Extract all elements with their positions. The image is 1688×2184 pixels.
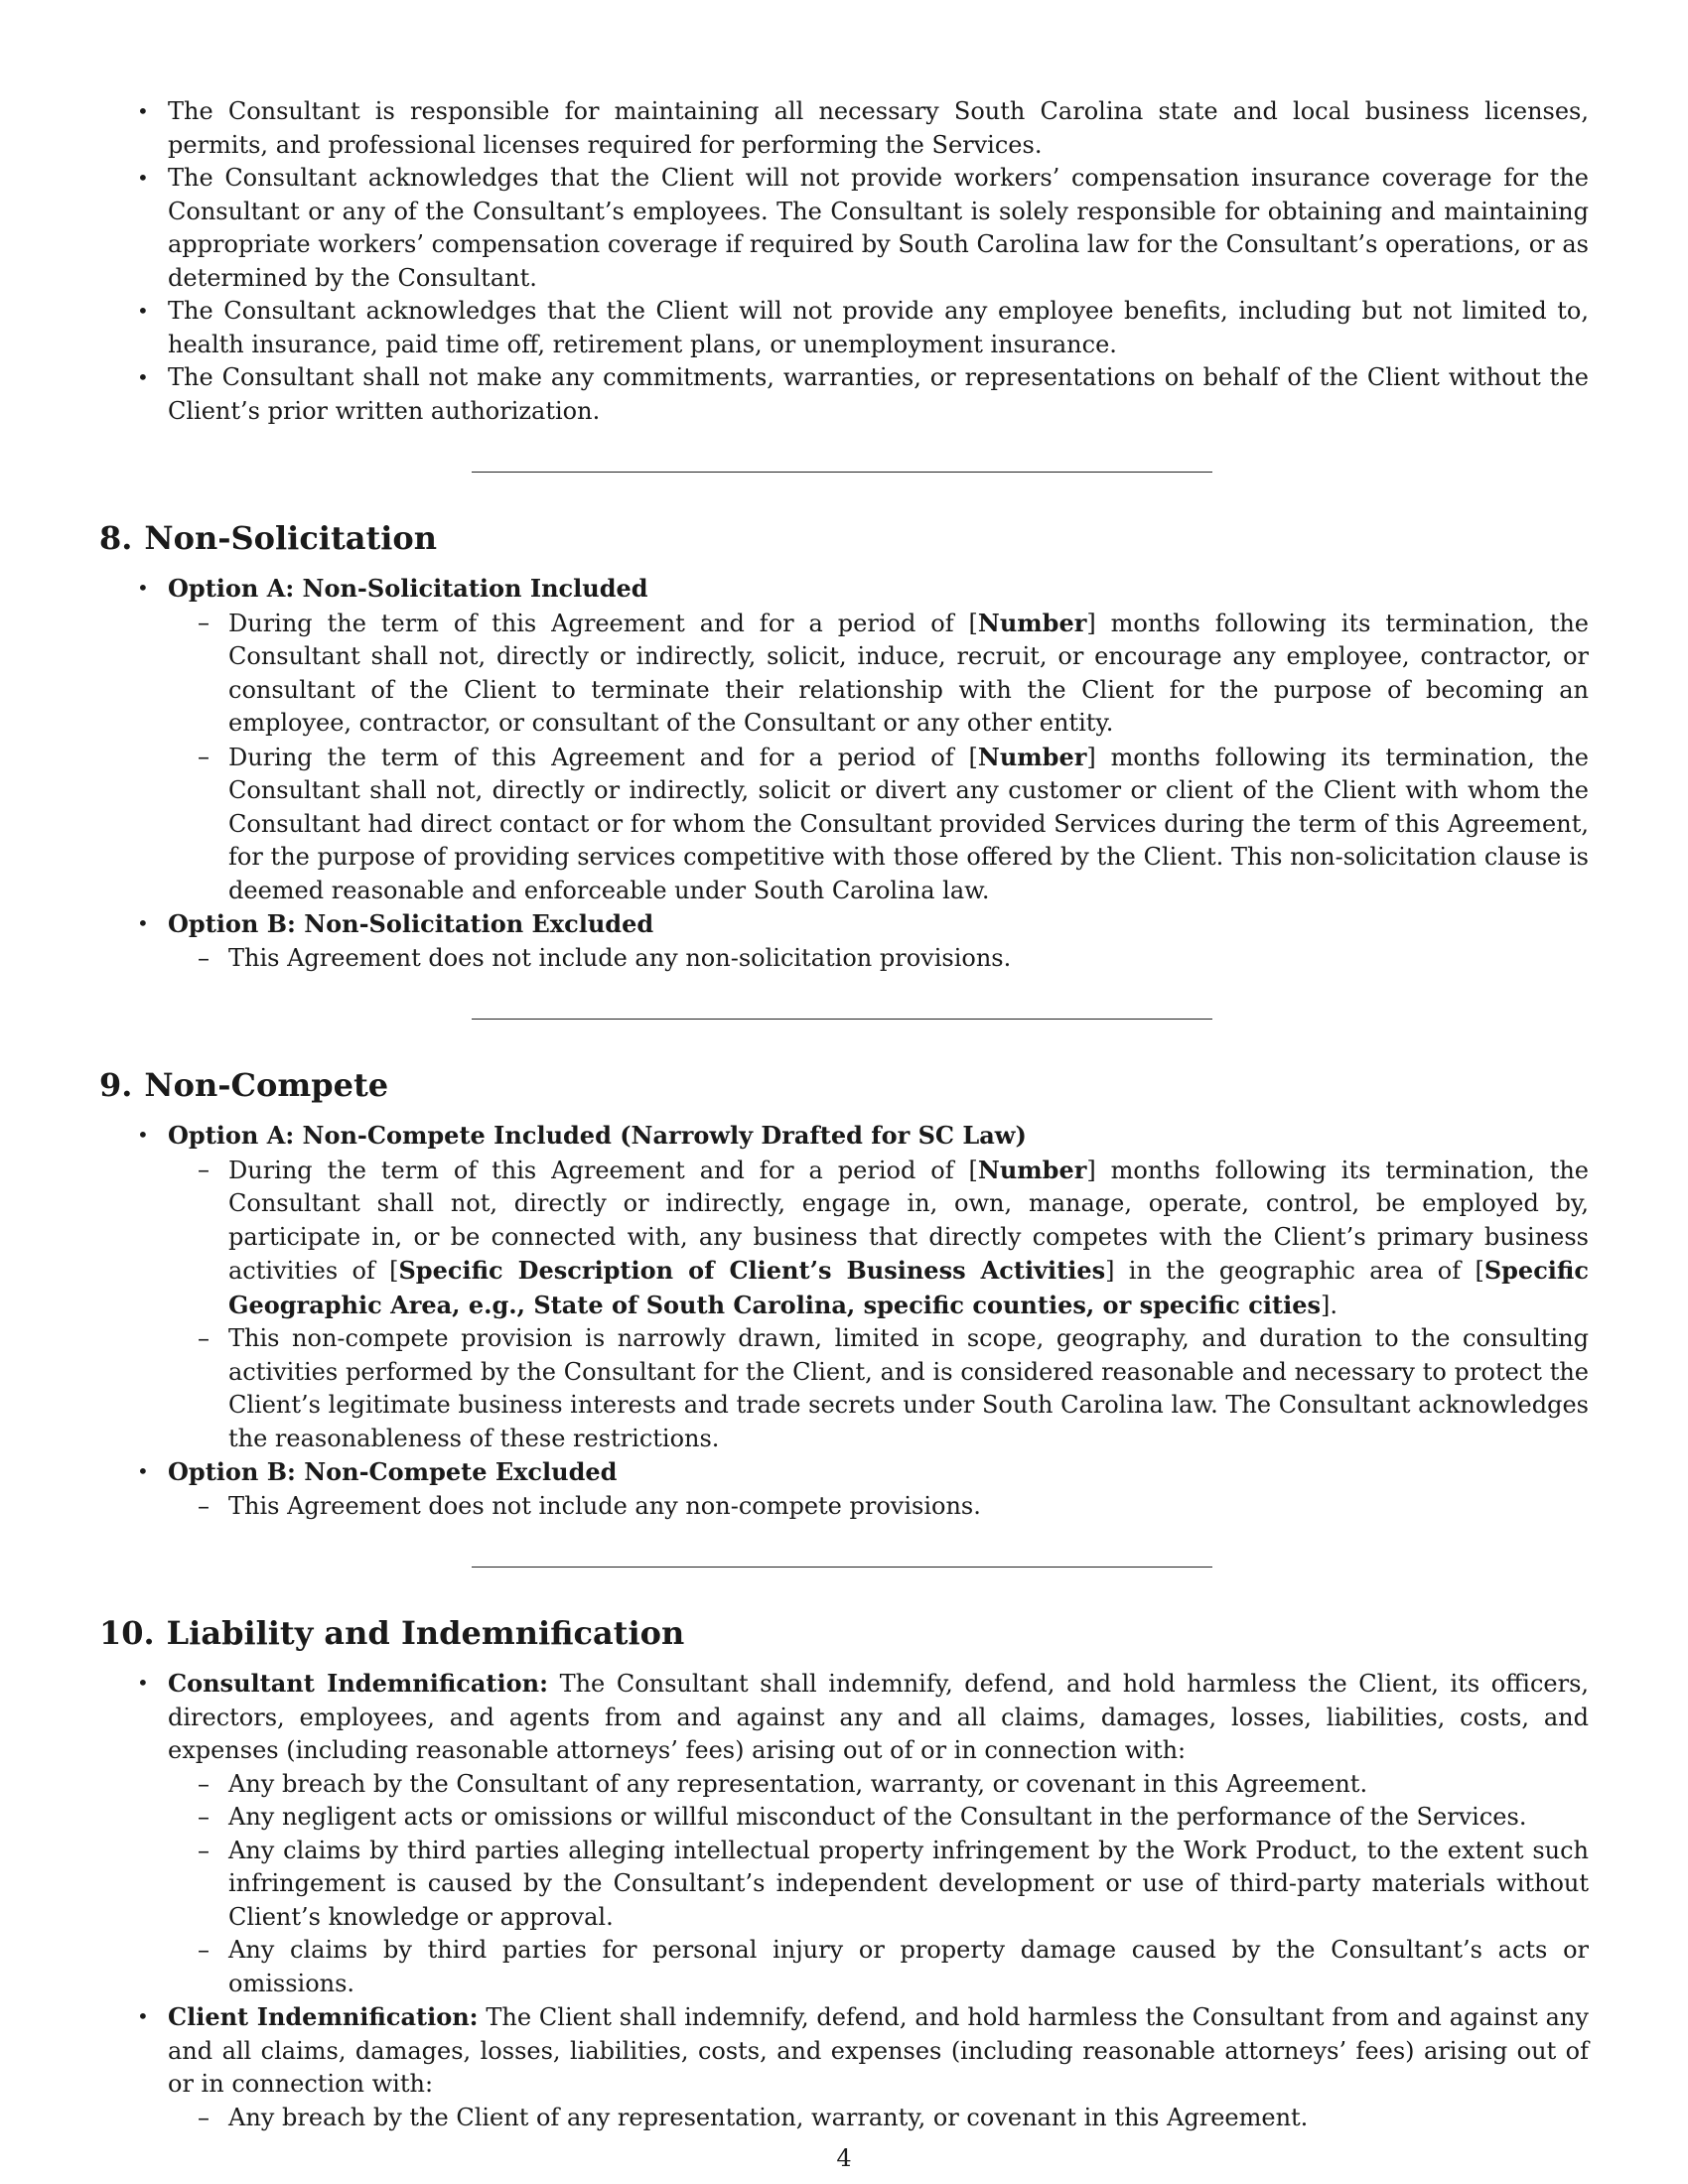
dash-icon: – xyxy=(198,2103,210,2131)
section-number: 9. xyxy=(99,1066,133,1104)
clause-text: Any breach by the Client of any representation, warranty, or covenant in this Agreement. xyxy=(228,2103,1309,2131)
clause-text: During the term of this Agreement and for a period of [ xyxy=(228,743,978,771)
section-heading-non-solicitation xyxy=(99,518,1589,558)
placeholder-field: Number xyxy=(977,742,1087,771)
placeholder-field: Specific Description of Client’s Business Activities xyxy=(398,1256,1106,1285)
bullet-icon: • xyxy=(137,99,149,123)
indemnification-sub-list xyxy=(168,1768,1589,2001)
clause-text: During the term of this Agreement and for a period of [ xyxy=(228,1156,978,1184)
clause-text: This Agreement does not include any non-compete provisions. xyxy=(228,1491,981,1520)
option-sub-list xyxy=(168,607,1589,908)
sub-list-item xyxy=(168,1322,1589,1455)
indemnification-sub-list xyxy=(168,2102,1589,2135)
intro-bullet-text: The Consultant acknowledges that the Client will not provide workers’ compensation insurance coverage for the Consultant or any of the Consultant’s employees. The Consultant is solely responsible for obtaining and maintaining appropriate workers’ compensation coverage if required by South Carolina law for the Consultant’s operations, or as determined by the Consultant. xyxy=(168,164,1589,292)
liability-list xyxy=(99,1667,1589,2134)
sub-list-item xyxy=(168,1934,1589,2000)
clause-text: ] months following its termination, the Consultant shall not, directly or indirectly, solicit or divert any customer or client of the Client with whom the Consultant had direct contact or for whom the Consultant provided Services during the term of this Agreement, for the purpose of providing services competitive with those offered by the Client. This non-solicitation clause is deemed reasonable and enforceable under South Carolina law. xyxy=(228,743,1589,904)
clause-text: ] in the geographic area of [ xyxy=(1105,1257,1484,1285)
bullet-icon: • xyxy=(137,1671,149,1695)
dash-icon: – xyxy=(198,1324,210,1352)
option-a-item xyxy=(99,1119,1589,1455)
section-title: Non-Solicitation xyxy=(144,519,438,557)
section-divider xyxy=(472,1567,1212,1568)
section-number: 8. xyxy=(99,519,133,557)
bullet-icon: • xyxy=(137,2004,149,2028)
clause-text: The Consultant shall indemnify, defend, and hold harmless the Client, its officers, directors, employees, and agents from and against any and all claims, damages, losses, liabilities, costs, and expenses (including reasonable attorneys’ fees) arising out of or in connection with: xyxy=(168,1670,1590,1764)
page-number: 4 xyxy=(836,2144,852,2172)
bullet-icon: • xyxy=(137,299,149,323)
sub-list-item xyxy=(168,2102,1589,2135)
bullet-icon: • xyxy=(137,365,149,389)
section-title: Liability and Indemnification xyxy=(166,1614,685,1652)
intro-bullet-text: The Consultant acknowledges that the Client will not provide any employee benefits, including but not limited to, health insurance, paid time off, retirement plans, or unemployment insurance. xyxy=(168,297,1589,358)
dash-icon: – xyxy=(198,1769,210,1798)
sub-list-item xyxy=(168,1768,1589,1802)
sub-list-item xyxy=(168,741,1589,908)
bullet-icon: • xyxy=(137,1123,149,1147)
placeholder-field: Number xyxy=(977,1155,1087,1184)
clause-text: ] months following its termination, the Consultant shall not, directly or indirectly, engage in, own, manage, operate, control, be employed by, participate in, or be connected with, any business that directly competes with the Client’s primary business activities of [ xyxy=(228,1156,1589,1285)
section-divider xyxy=(472,1019,1212,1020)
clause-text: This Agreement does not include any non-solicitation provisions. xyxy=(228,943,1012,972)
section-divider xyxy=(472,472,1212,473)
dash-icon: – xyxy=(198,1836,210,1864)
section-number: 10. xyxy=(99,1614,155,1652)
sub-list-item xyxy=(168,1490,1589,1524)
document-page xyxy=(99,95,1589,2134)
list-item xyxy=(99,95,1589,162)
bullet-icon: • xyxy=(137,1459,149,1483)
non-compete-options xyxy=(99,1119,1589,1523)
bullet-icon: • xyxy=(137,911,149,935)
option-sub-list xyxy=(168,942,1589,976)
option-b-item xyxy=(99,907,1589,975)
bullet-icon: • xyxy=(137,576,149,600)
clause-text: ]. xyxy=(1321,1291,1337,1319)
option-title: Option B: Non-Compete Excluded xyxy=(168,1457,618,1486)
dash-icon: – xyxy=(198,1491,210,1520)
placeholder-field: Specific Geographic Area, e.g., State of South Carolina, specific counties, or specific cities xyxy=(228,1256,1589,1319)
dash-icon: – xyxy=(198,742,210,770)
option-title: Option B: Non-Solicitation Excluded xyxy=(168,909,654,938)
section-heading-liability xyxy=(99,1613,1589,1653)
option-sub-list xyxy=(168,1154,1589,1456)
sub-list-item xyxy=(168,942,1589,976)
intro-bullet-text: The Consultant is responsible for maintaining all necessary South Carolina state and local business licenses, permits, and professional licenses required for performing the Services. xyxy=(168,97,1589,159)
non-solicitation-options xyxy=(99,572,1589,975)
clause-text: Any breach by the Consultant of any representation, warranty, or covenant in this Agreement. xyxy=(228,1769,1368,1798)
dash-icon: – xyxy=(198,1155,210,1183)
sub-list-item xyxy=(168,1801,1589,1835)
intro-bullet-text: The Consultant shall not make any commitments, warranties, or representations on behalf of the Client without the Client’s prior written authorization. xyxy=(168,363,1589,425)
consultant-indemnification-item xyxy=(99,1667,1589,2000)
client-indemnification-item xyxy=(99,2000,1589,2134)
placeholder-field: Number xyxy=(977,608,1087,637)
bullet-icon: • xyxy=(137,166,149,190)
clause-text: Any claims by third parties alleging intellectual property infringement by the Work Product, to the extent such infringement is caused by the Consultant’s independent development or use of third-party materials without Client’s knowledge or approval. xyxy=(228,1836,1589,1931)
clause-text: This non-compete provision is narrowly drawn, limited in scope, geography, and duration to the consulting activities performed by the Consultant for the Client, and is considered reasonable and necessary to protect the Client’s legitimate business interests and trade secrets under South Carolina law. The Consultant acknowledges the reasonableness of these restrictions. xyxy=(228,1324,1589,1452)
clause-label: Client Indemnification: xyxy=(168,2002,479,2031)
intro-bullet-list xyxy=(99,95,1589,428)
clause-text: During the term of this Agreement and for a period of [ xyxy=(228,609,978,637)
clause-text: Any claims by third parties for personal injury or property damage caused by the Consultant’s acts or omissions. xyxy=(228,1936,1589,1997)
option-b-item xyxy=(99,1455,1589,1523)
list-item xyxy=(99,295,1589,361)
dash-icon: – xyxy=(198,943,210,972)
clause-label: Consultant Indemnification: xyxy=(168,1669,548,1698)
option-sub-list xyxy=(168,1490,1589,1524)
section-heading-non-compete xyxy=(99,1065,1589,1105)
option-a-item xyxy=(99,572,1589,907)
sub-list-item xyxy=(168,607,1589,741)
section-title: Non-Compete xyxy=(144,1066,389,1104)
clause-text: The Client shall indemnify, defend, and hold harmless the Consultant from and against any and all claims, damages, losses, liabilities, costs, and expenses (including reasonable attorneys’ fees) arising out of or in connection with: xyxy=(168,2003,1589,2098)
dash-icon: – xyxy=(198,608,210,636)
list-item xyxy=(99,162,1589,295)
dash-icon: – xyxy=(198,1803,210,1831)
clause-text: Any negligent acts or omissions or willful misconduct of the Consultant in the performance of the Services. xyxy=(228,1803,1527,1831)
option-title: Option A: Non-Compete Included (Narrowly Drafted for SC Law) xyxy=(168,1121,1027,1150)
clause-text: ] months following its termination, the Consultant shall not, directly or indirectly, solicit, induce, recruit, or encourage any employee, contractor, or consultant of the Client to terminate their relationship with the Client for the purpose of becoming an employee, contractor, or consultant of the Consultant or any other entity. xyxy=(228,609,1589,737)
option-title: Option A: Non-Solicitation Included xyxy=(168,574,648,603)
dash-icon: – xyxy=(198,1936,210,1964)
sub-list-item xyxy=(168,1835,1589,1935)
list-item xyxy=(99,361,1589,428)
sub-list-item xyxy=(168,1154,1589,1323)
